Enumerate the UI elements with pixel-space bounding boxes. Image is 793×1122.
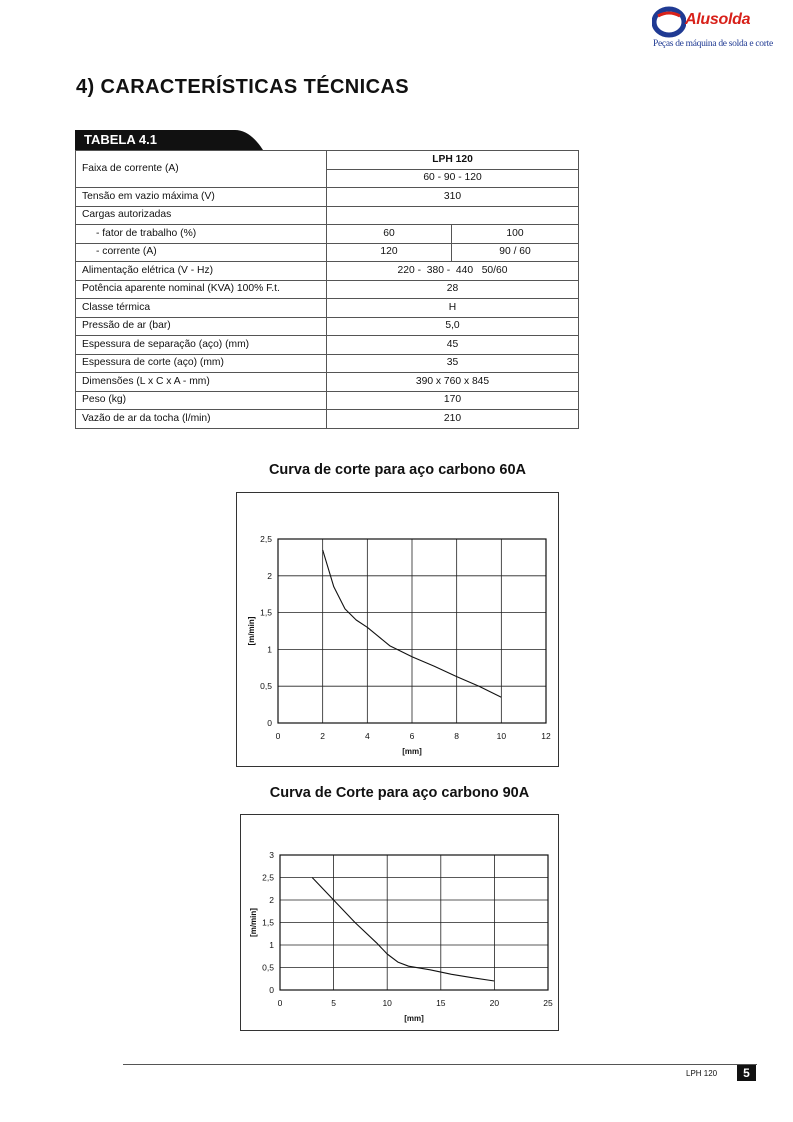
footer-model: LPH 120 (686, 1069, 718, 1078)
row-value: 28 (327, 280, 579, 299)
table-row (76, 317, 579, 336)
row-label: Alimentação elétrica (V - Hz) (76, 262, 327, 281)
x-tick-label: 15 (436, 998, 446, 1008)
table-row (76, 391, 579, 410)
row-value: 5,0 (327, 317, 579, 336)
table-row (76, 262, 579, 281)
chart-90a (240, 814, 559, 1031)
row-value: H (327, 299, 579, 318)
row-label: Dimensões (L x C x A - mm) (76, 373, 327, 392)
y-tick-label: 1 (267, 644, 272, 655)
x-axis-label: [mm] (402, 747, 422, 756)
row-value: 60 - 90 - 120 (327, 169, 579, 188)
y-tick-label: 0 (269, 985, 274, 995)
table-row (76, 206, 579, 225)
table-row (76, 336, 579, 355)
y-tick-label: 0,5 (262, 962, 274, 973)
table-row (76, 280, 579, 299)
row-label: Espessura de separação (aço) (mm) (76, 336, 327, 355)
x-tick-label: 8 (454, 731, 460, 741)
y-tick-label: 0 (267, 718, 272, 728)
y-tick-label: 1 (269, 940, 274, 950)
chart-60a-svg (237, 493, 557, 765)
x-tick-label: 5 (331, 998, 336, 1008)
row-label: Vazão de ar da tocha (l/min) (76, 410, 327, 429)
footer-rule (123, 1064, 757, 1065)
swoosh-icon (652, 6, 686, 38)
table-tab (75, 130, 263, 150)
x-tick-label: 12 (541, 731, 551, 741)
row-value-empty (327, 206, 579, 225)
table-row (76, 151, 579, 170)
x-tick-label: 20 (489, 998, 500, 1008)
row-value: 220 - 380 - 440 50/60 (327, 262, 579, 281)
y-tick-label: 1,5 (260, 607, 272, 618)
table-row (76, 410, 579, 429)
model-header: LPH 120 (327, 151, 579, 170)
table-row (76, 299, 579, 318)
x-tick-label: 10 (496, 731, 507, 741)
specs-table (75, 150, 579, 429)
brand-tagline: Peças de máquina de solda e corte (653, 39, 773, 49)
y-tick-label: 2,5 (262, 872, 274, 883)
row-value: 210 (327, 410, 579, 429)
y-tick-label: 2 (267, 570, 272, 581)
brand-name: Alusolda (685, 11, 751, 28)
row-label: Potência aparente nominal (KVA) 100% F.t. (76, 280, 327, 299)
x-tick-label: 2 (320, 731, 326, 741)
row-value-a: 120 (327, 243, 452, 262)
y-tick-label: 2 (269, 895, 274, 905)
row-value-b: 90 / 60 (452, 243, 579, 262)
x-tick-label: 0 (277, 998, 283, 1008)
row-value-b: 100 (452, 225, 579, 244)
row-value: 35 (327, 354, 579, 373)
table-row (76, 354, 579, 373)
y-tick-label: 2,5 (260, 534, 272, 544)
y-tick-label: 3 (269, 850, 274, 860)
row-value: 170 (327, 391, 579, 410)
table-row (76, 373, 579, 392)
y-tick-label: 1,5 (262, 917, 274, 928)
row-value: 390 x 760 x 845 (327, 373, 579, 392)
y-axis-label: [m/min] (249, 908, 258, 937)
chart-90a-svg (241, 815, 557, 1029)
page-number: 5 (737, 1065, 756, 1081)
x-tick-label: 4 (364, 731, 370, 741)
row-label: Espessura de corte (aço) (mm) (76, 354, 327, 373)
row-label: Faixa de corrente (A) (76, 151, 327, 188)
row-label: Peso (kg) (76, 391, 327, 410)
table-row (76, 225, 579, 244)
cutting-curve-line (312, 878, 494, 982)
row-label: Classe térmica (76, 299, 327, 318)
row-label: - corrente (A) (76, 243, 327, 262)
row-value: 310 (327, 188, 579, 207)
row-value: 45 (327, 336, 579, 355)
x-tick-label: 0 (275, 731, 281, 741)
x-axis-label: [mm] (404, 1014, 424, 1023)
row-label: Cargas autorizadas (76, 206, 327, 225)
page-title: 4) CARACTERÍSTICAS TÉCNICAS (76, 76, 410, 98)
row-value-a: 60 (327, 225, 452, 244)
x-tick-label: 10 (382, 998, 392, 1008)
row-label: Pressão de ar (bar) (76, 317, 327, 336)
chart-title-90a: Curva de Corte para aço carbono 90A (269, 785, 530, 801)
row-label: - fator de trabalho (%) (76, 225, 327, 244)
row-label: Tensão em vazio máxima (V) (76, 188, 327, 207)
y-tick-label: 0,5 (260, 681, 272, 692)
brand-logo (652, 4, 773, 54)
chart-title-60a: Curva de corte para aço carbono 60A (268, 462, 527, 478)
x-tick-label: 25 (543, 998, 553, 1008)
table-row (76, 243, 579, 262)
table-row (76, 188, 579, 207)
chart-60a (236, 492, 559, 767)
table-tab-label: TABELA 4.1 (84, 132, 157, 147)
x-tick-label: 6 (409, 731, 415, 741)
y-axis-label: [m/min] (247, 616, 256, 646)
